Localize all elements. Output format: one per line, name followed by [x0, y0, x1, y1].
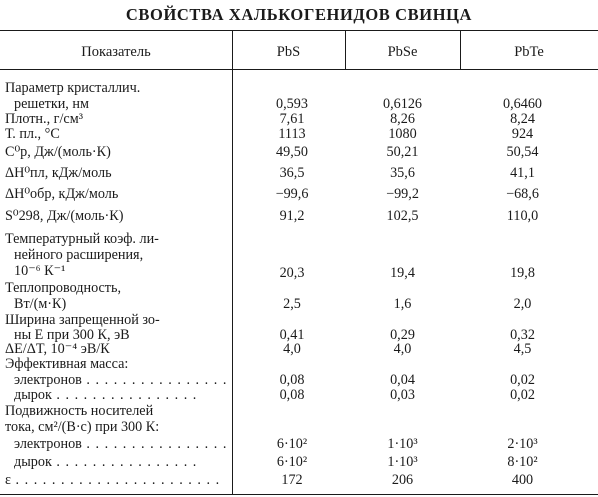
cell-pbs: 36,5 — [279, 165, 305, 181]
cell-pbs: 49,50 — [276, 144, 308, 160]
cell-pbte: 0,6460 — [502, 96, 542, 112]
cell-pbs: 1113 — [278, 126, 306, 142]
cell-pbs: −99,6 — [275, 186, 309, 202]
row-label: Эффективная масса: — [5, 356, 129, 372]
row-label: ΔH⁰пл, кДж/моль — [5, 165, 112, 181]
row-label: C⁰p, Дж/(моль·К) — [5, 144, 111, 160]
cell-pbte: 2·10³ — [507, 436, 538, 452]
cell-pbs: 4,0 — [283, 341, 301, 357]
row-label: S⁰298, Дж/(моль·К) — [5, 208, 124, 224]
cell-pbse: 35,6 — [390, 165, 415, 181]
cell-pbte: 0,02 — [510, 372, 535, 388]
row-label: 10⁻⁶ К⁻¹ — [14, 263, 66, 279]
dot-leader: . . . . . . . . . . . . . . . . — [51, 387, 198, 403]
row-label: Теплопроводность, — [5, 280, 122, 296]
cell-pbte: 8·10² — [507, 454, 538, 470]
table-title: СВОЙСТВА ХАЛЬКОГЕНИДОВ СВИНЦА — [125, 5, 473, 24]
row-label: нейного расширения, — [14, 247, 144, 263]
cell-pbse: 8,26 — [390, 111, 415, 127]
row-label: ΔH⁰обр, кДж/моль — [5, 186, 119, 202]
cell-pbs: 6·10² — [276, 454, 308, 470]
dot-leader: . . . . . . . . . . . . . . . . — [81, 372, 228, 388]
cell-pbs: 91,2 — [279, 208, 305, 224]
header-pbte: PbTe — [514, 44, 544, 60]
cell-pbs: 0,08 — [279, 372, 305, 388]
dot-leader: . . . . . . . . . . . . . . . . . . . . . . . — [10, 472, 221, 488]
dot-leader: . . . . . . . . . . . . . . . . — [51, 454, 198, 470]
row-label: дырок . . . . . . . . . . . . . . . . — [14, 387, 198, 403]
cell-pbte: −68,6 — [506, 186, 539, 202]
row-label: Параметр кристаллич. — [5, 80, 141, 96]
cell-pbs: 7,61 — [279, 111, 305, 127]
cell-pbte: 0,32 — [510, 327, 535, 343]
bottom-rule — [0, 494, 598, 495]
cell-pbse: 1080 — [388, 126, 417, 142]
cell-pbte: 8,24 — [510, 111, 535, 127]
cell-pbse: 0,03 — [390, 387, 415, 403]
cell-pbse: 0,04 — [390, 372, 415, 388]
cell-pbse: 1·10³ — [387, 436, 418, 452]
row-label: электронов . . . . . . . . . . . . . . . . — [14, 436, 228, 452]
cell-pbse: 50,21 — [386, 144, 419, 160]
row-label: ΔE/ΔT, 10⁻⁴ эВ/К — [5, 341, 110, 357]
row-label: ны E при 300 К, эВ — [14, 327, 130, 343]
row-label: электронов . . . . . . . . . . . . . . . . — [14, 372, 228, 388]
header-pbse: PbSe — [387, 44, 418, 60]
row-label: ε . . . . . . . . . . . . . . . . . . . . . . . — [5, 472, 221, 488]
cell-pbse: 0,29 — [390, 327, 415, 343]
cell-pbte: 50,54 — [506, 144, 539, 160]
row-label: дырок . . . . . . . . . . . . . . . . — [14, 454, 198, 470]
row-label: Т. пл., °C — [5, 126, 60, 142]
cell-pbte: 110,0 — [506, 208, 539, 224]
cell-pbte: 2,0 — [513, 296, 532, 312]
cell-pbte: 41,1 — [510, 165, 535, 181]
header-rule — [0, 69, 598, 70]
cell-pbse: 19,4 — [390, 265, 415, 281]
row-label: тока, см²/(В·с) при 300 К: — [5, 419, 160, 435]
row-label: Вт/(м·К) — [14, 296, 67, 312]
top-rule — [0, 30, 598, 31]
header-indicator: Показатель — [81, 44, 151, 60]
column-divider-1 — [232, 30, 233, 494]
cell-pbse: 0,6126 — [382, 96, 422, 112]
cell-pbte: 19,8 — [510, 265, 535, 281]
dot-leader: . . . . . . . . . . . . . . . . — [81, 436, 228, 452]
row-label: Подвижность носителей — [5, 403, 154, 419]
cell-pbte: 400 — [511, 472, 534, 488]
cell-pbs: 20,3 — [279, 265, 305, 281]
row-label: Температурный коэф. ли- — [5, 231, 159, 247]
cell-pbs: 0,41 — [279, 327, 305, 343]
cell-pbs: 6·10² — [276, 436, 308, 452]
cell-pbs: 2,5 — [283, 296, 301, 312]
cell-pbs: 0,593 — [276, 96, 308, 112]
cell-pbse: 1,6 — [393, 296, 412, 312]
header-pbs: PbS — [276, 44, 301, 60]
cell-pbse: 4,0 — [393, 341, 412, 357]
cell-pbte: 0,02 — [510, 387, 535, 403]
row-label: Плотн., г/см³ — [5, 111, 83, 127]
cell-pbs: 172 — [281, 472, 303, 488]
row-label: решетки, нм — [14, 96, 89, 112]
cell-pbse: −99,2 — [386, 186, 419, 202]
cell-pbse: 1·10³ — [387, 454, 418, 470]
cell-pbs: 0,08 — [279, 387, 305, 403]
cell-pbte: 4,5 — [513, 341, 532, 357]
cell-pbse: 102,5 — [386, 208, 419, 224]
cell-pbse: 206 — [391, 472, 414, 488]
cell-pbte: 924 — [511, 126, 534, 142]
row-label: Ширина запрещенной зо- — [5, 312, 160, 328]
